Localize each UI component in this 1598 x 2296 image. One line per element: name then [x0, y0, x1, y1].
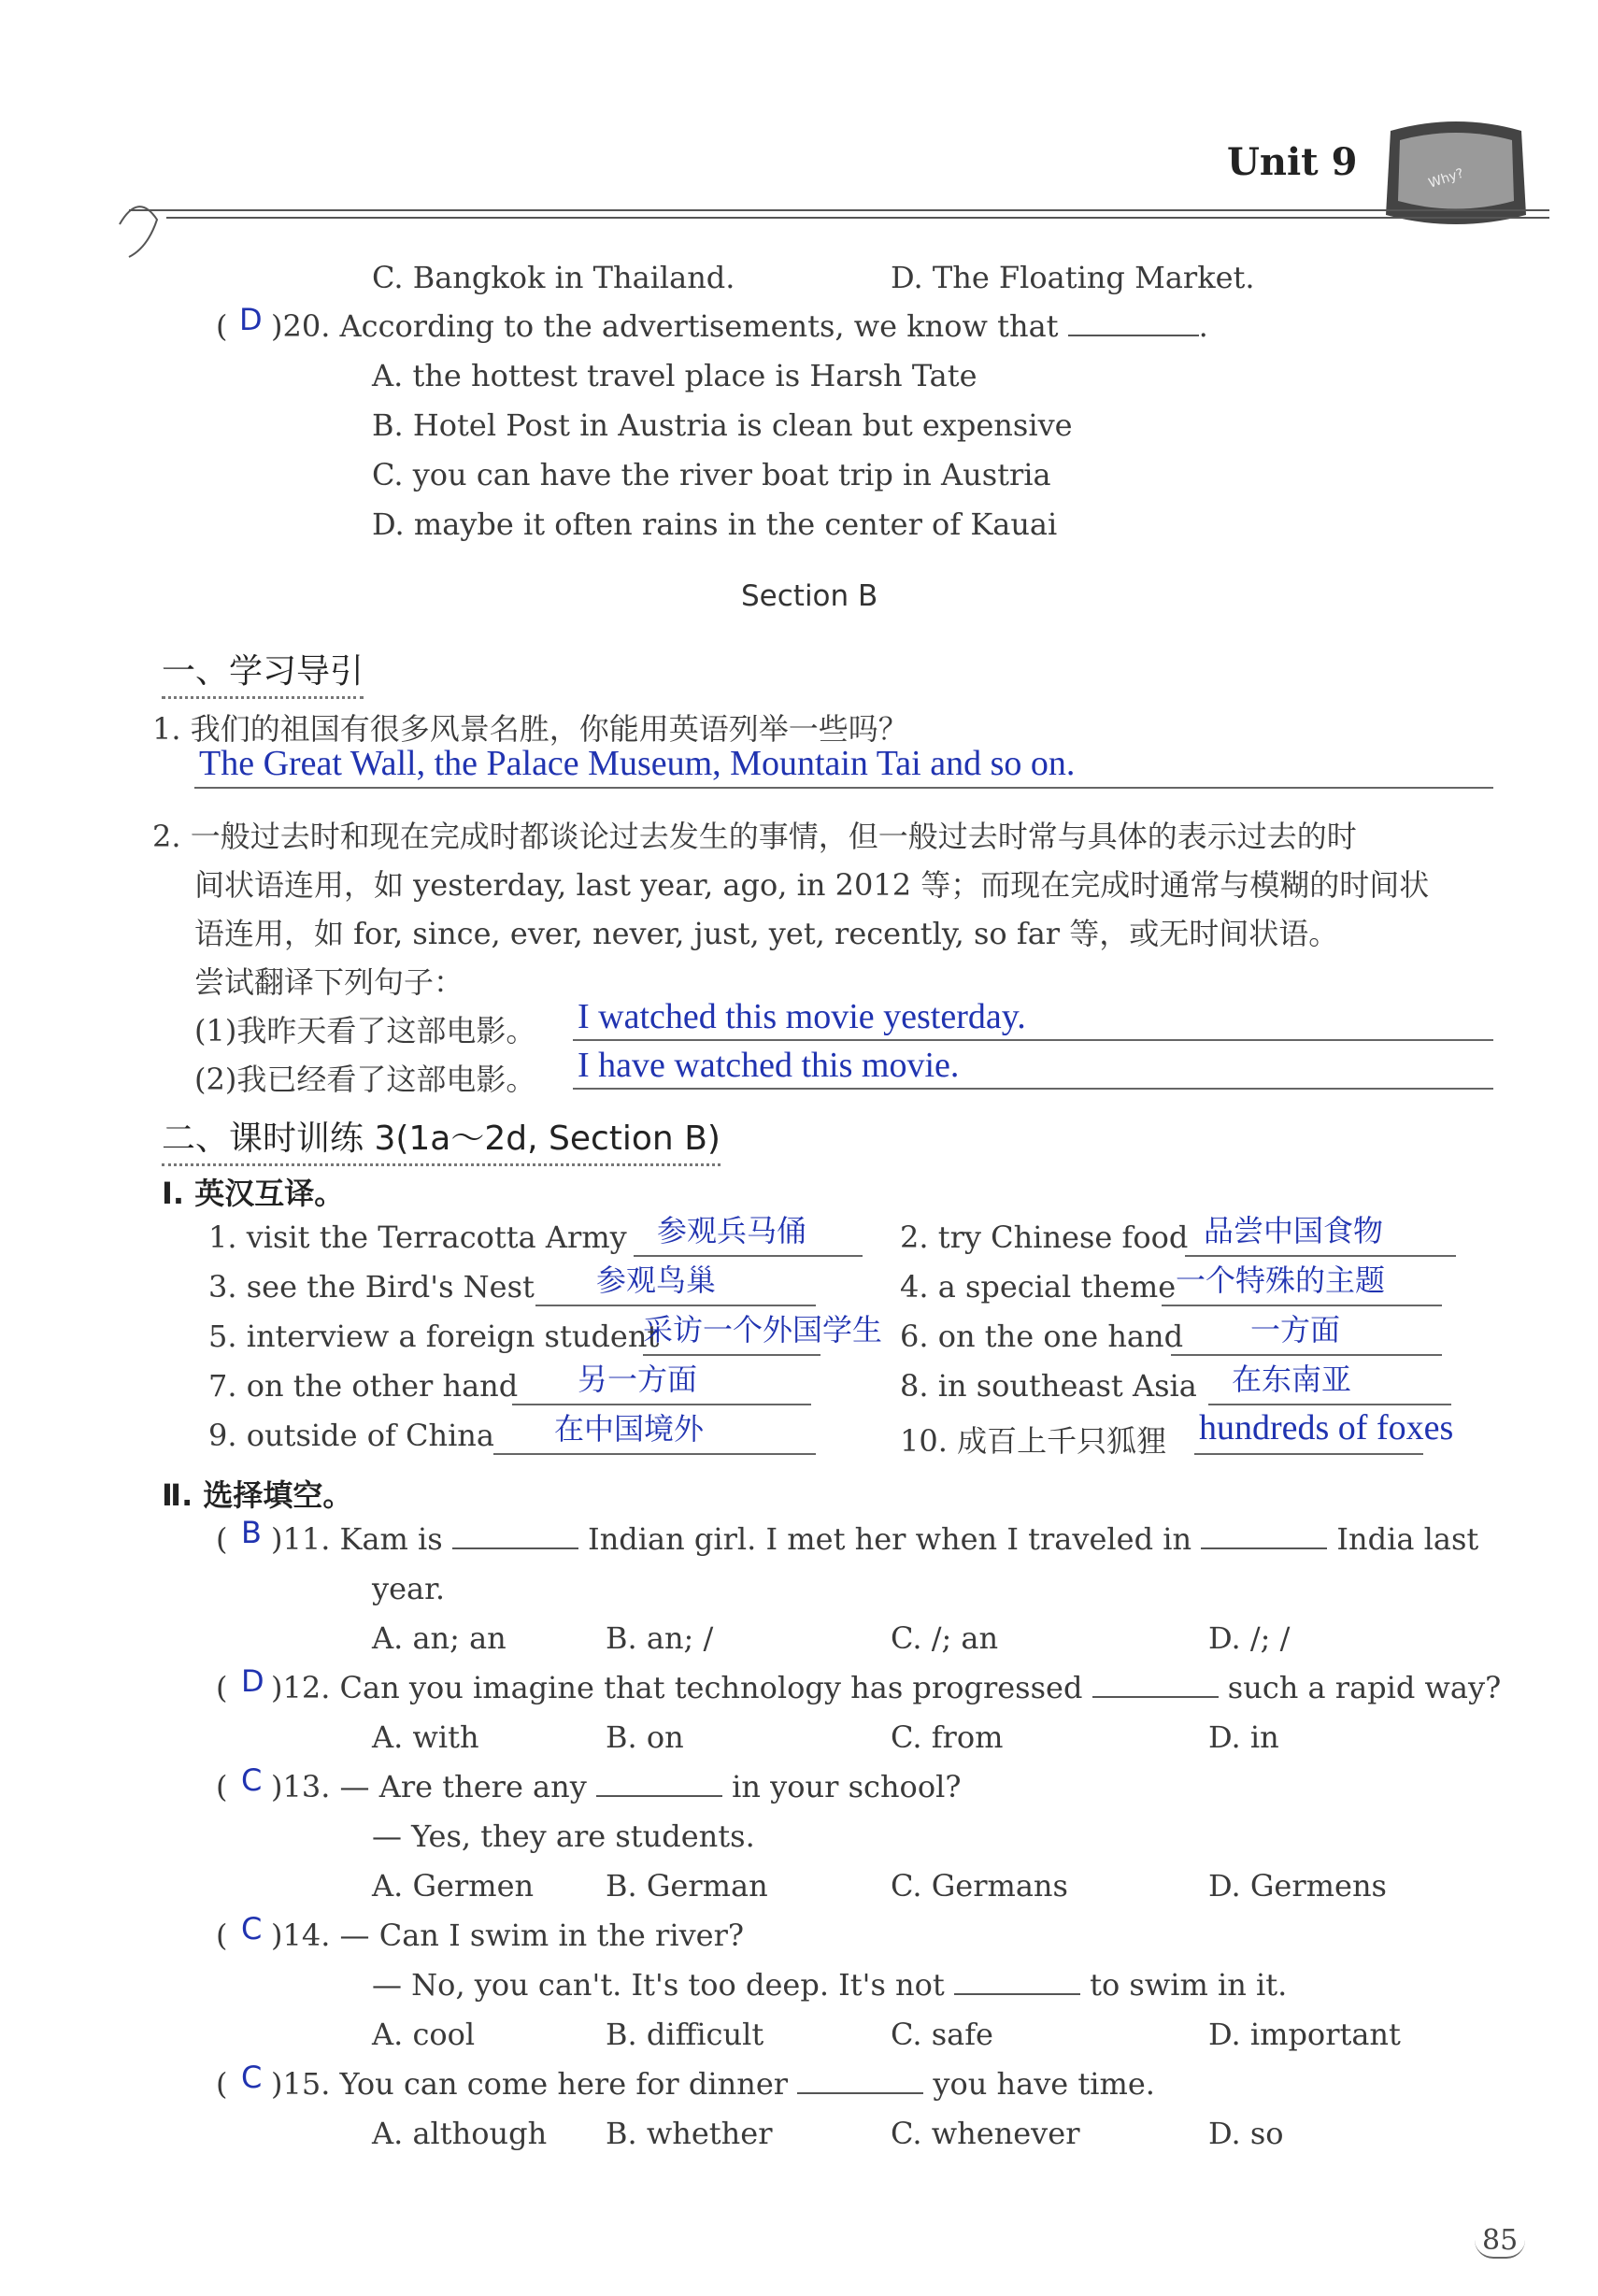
- translate-2-line: [573, 1088, 1493, 1090]
- vocab-8-line: [1208, 1404, 1451, 1405]
- vocab-5-answer: 采访一个外国学生: [643, 1312, 883, 1348]
- translate-1-line: [573, 1039, 1493, 1041]
- heading-lesson-practice: 二、课时训练 3(1a～2d, Section B): [162, 1112, 721, 1166]
- part-1-heading: Ⅰ. 英汉互译。: [162, 1176, 345, 1211]
- vocab-3-answer: 参观鸟巢: [596, 1262, 717, 1298]
- q12-answer: D: [241, 1663, 264, 1699]
- q11-option-c: C. /; an: [891, 1620, 999, 1656]
- vocab-10-answer: hundreds of foxes: [1199, 1408, 1454, 1447]
- guide-2-line2: 间状语连用，如 yesterday, last year, ago, in 2012 等；而现在完成时通常与模糊的时间状: [194, 867, 1430, 903]
- q14-option-b: B. difficult: [606, 2017, 764, 2052]
- guide-2-line4: 尝试翻译下列句子：: [194, 964, 464, 1000]
- vocab-5: 5. interview a foreign student: [208, 1319, 660, 1354]
- q20-option-b: B. Hotel Post in Austria is clean but expensive: [372, 407, 1073, 443]
- vocab-9-answer: 在中国境外: [554, 1411, 705, 1447]
- q15-answer: C: [241, 2060, 263, 2095]
- guide-1-question: 1. 我们的祖国有很多风景名胜，你能用英语列举一些吗？: [152, 711, 908, 747]
- q11-answer: B: [241, 1515, 262, 1550]
- translate-2-answer: I have watched this movie.: [578, 1046, 960, 1085]
- vocab-4-answer: 一个特殊的主题: [1176, 1262, 1386, 1298]
- q13-paren: (: [216, 1769, 228, 1804]
- vocab-9: 9. outside of China: [208, 1418, 494, 1453]
- q13-option-a: A. Germen: [372, 1868, 535, 1904]
- vocab-4: 4. a special theme: [900, 1269, 1177, 1305]
- translate-2-prompt: (2)我已经看了这部电影。: [194, 1062, 536, 1097]
- vocab-7: 7. on the other hand: [208, 1368, 519, 1404]
- vocab-6-answer: 一方面: [1250, 1312, 1341, 1348]
- guide-2-line3: 语连用，如 for, since, ever, never, just, yet, recently, so far 等，或无时间状语。: [194, 916, 1339, 951]
- q20-answer: D: [239, 302, 263, 337]
- q12-option-a: A. with: [372, 1719, 479, 1755]
- header-rule: [110, 182, 1568, 266]
- q12-option-c: C. from: [891, 1719, 1004, 1755]
- vocab-2-answer: 品尝中国食物: [1204, 1213, 1384, 1248]
- q20-option-a: A. the hottest travel place is Harsh Tate: [372, 358, 977, 393]
- vocab-1-answer: 参观兵马俑: [657, 1213, 807, 1248]
- unit-title: Unit 9: [1227, 140, 1358, 184]
- vocab-10: 10. 成百上千只狐狸: [900, 1423, 1167, 1459]
- heading-study-guide: 一、学习导引: [162, 645, 364, 699]
- q13-option-d: D. Germens: [1208, 1868, 1387, 1904]
- q19-option-c: C. Bangkok in Thailand.: [372, 260, 735, 295]
- q12-option-b: B. on: [606, 1719, 684, 1755]
- q11-paren: (: [216, 1521, 228, 1557]
- q19-option-d: D. The Floating Market.: [891, 260, 1255, 295]
- guide-2-line1: 2. 一般过去时和现在完成时都谈论过去发生的事情，但一般过去时常与具体的表示过去的时: [152, 819, 1357, 854]
- q13-answer: C: [241, 1762, 263, 1798]
- vocab-3: 3. see the Bird's Nest: [208, 1269, 535, 1305]
- q15-option-c: C. whenever: [891, 2116, 1080, 2151]
- vocab-1: 1. visit the Terracotta Army: [208, 1219, 627, 1255]
- q14-option-c: C. safe: [891, 2017, 993, 2052]
- page-number: 85: [1475, 2224, 1525, 2259]
- q14-option-d: D. important: [1208, 2017, 1401, 2052]
- q15-option-a: A. although: [372, 2116, 548, 2151]
- q20-paren-open: (: [216, 308, 228, 344]
- q20-stem: )20. According to the advertisements, we know that .: [271, 308, 1208, 344]
- vocab-8: 8. in southeast Asia: [900, 1368, 1197, 1404]
- vocab-8-answer: 在东南亚: [1232, 1362, 1352, 1397]
- vocab-7-answer: 另一方面: [578, 1362, 698, 1397]
- vocab-10-line: [1194, 1453, 1423, 1455]
- q15-option-b: B. whether: [606, 2116, 773, 2151]
- q14-option-a: A. cool: [372, 2017, 476, 2052]
- q12-paren: (: [216, 1670, 228, 1705]
- q12-stem: )12. Can you imagine that technology has progressed such a rapid way?: [271, 1670, 1502, 1705]
- vocab-6: 6. on the one hand: [900, 1319, 1184, 1354]
- page: [26, 28, 1577, 2271]
- q14-paren: (: [216, 1918, 228, 1953]
- q14-answer: C: [241, 1911, 263, 1947]
- q13-option-c: C. Germans: [891, 1868, 1068, 1904]
- svg-text:Why?: Why?: [1426, 165, 1466, 192]
- q15-paren: (: [216, 2066, 228, 2102]
- translate-1-prompt: (1)我昨天看了这部电影。: [194, 1013, 536, 1048]
- q13-reply: — Yes, they are students.: [372, 1818, 755, 1854]
- q13-option-b: B. German: [606, 1868, 768, 1904]
- section-b-title: Section B: [741, 579, 878, 613]
- q11-option-a: A. an; an: [372, 1620, 507, 1656]
- guide-1-answer: The Great Wall, the Palace Museum, Mountain Tai and so on.: [199, 744, 1076, 783]
- q11-stem-cont: year.: [372, 1571, 446, 1606]
- q11-option-b: B. an; /: [606, 1620, 714, 1656]
- translate-1-answer: I watched this movie yesterday.: [578, 997, 1026, 1036]
- guide-1-line: [194, 787, 1493, 789]
- q14-reply: — No, you can't. It's too deep. It's not to swim in it.: [372, 1967, 1288, 2003]
- vocab-2: 2. try Chinese food: [900, 1219, 1189, 1255]
- q15-stem: )15. You can come here for dinner you have time.: [271, 2066, 1155, 2102]
- q12-option-d: D. in: [1208, 1719, 1279, 1755]
- vocab-9-line: [493, 1453, 816, 1455]
- q20-option-d: D. maybe it often rains in the center of Kauai: [372, 506, 1058, 542]
- q13-stem: )13. — Are there any in your school?: [271, 1769, 962, 1804]
- q15-option-d: D. so: [1208, 2116, 1284, 2151]
- q11-stem: )11. Kam is Indian girl. I met her when I traveled in India last: [271, 1521, 1479, 1557]
- q20-option-c: C. you can have the river boat trip in Austria: [372, 457, 1051, 492]
- q11-option-d: D. /; /: [1208, 1620, 1291, 1656]
- q14-stem: )14. — Can I swim in the river?: [271, 1918, 745, 1953]
- part-2-heading: Ⅱ. 选择填空。: [162, 1477, 353, 1513]
